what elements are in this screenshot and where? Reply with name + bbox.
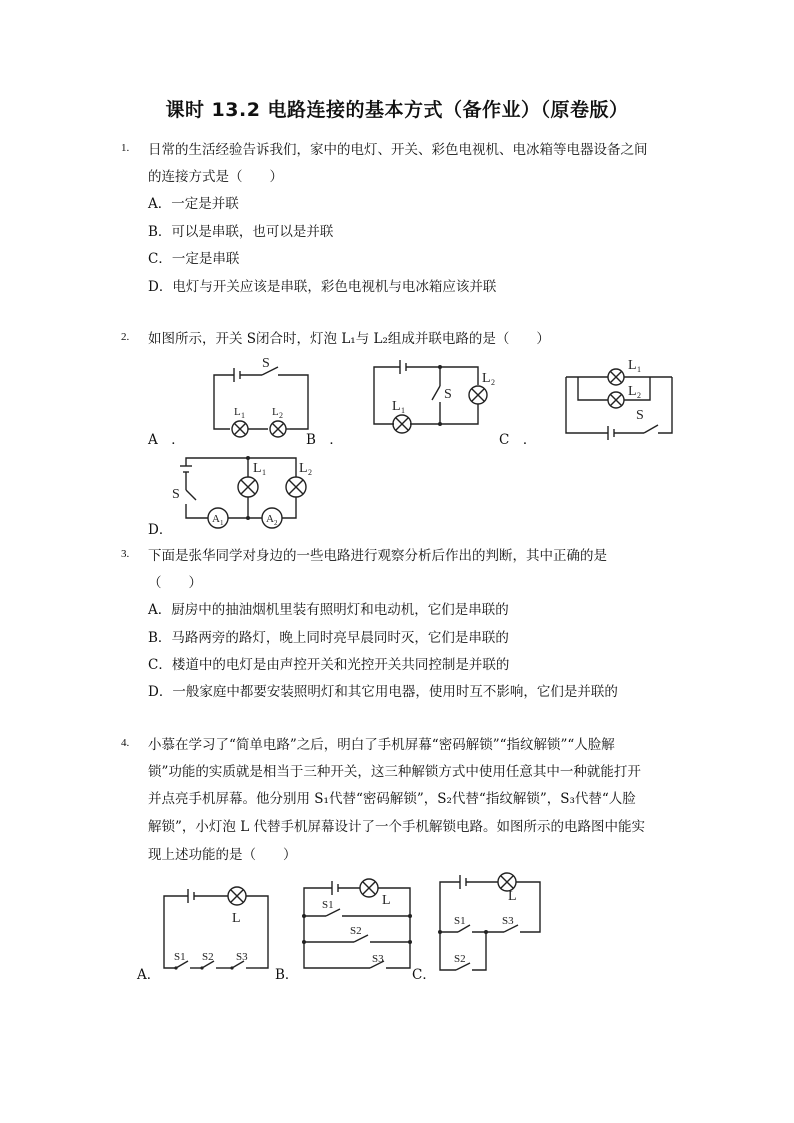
q4-stem-line-5: 现上述功能的是（ ） <box>148 847 297 863</box>
q2-circuit-d <box>166 452 326 532</box>
q4-caption-a: A． <box>137 967 161 983</box>
switch-label: S2 <box>454 953 466 965</box>
switch-label: S <box>172 487 180 502</box>
svg-text:1: 1 <box>241 411 245 420</box>
svg-text:2: 2 <box>308 468 312 477</box>
q4-circuit-c <box>436 872 551 972</box>
ammeter-label: A <box>212 513 220 525</box>
q1-number: 1. <box>121 142 130 154</box>
q3-option-a: A．厨房中的抽油烟机里装有照明灯和电动机，它们是串联的 <box>148 602 509 618</box>
q4-number: 4. <box>121 737 130 749</box>
q4-circuit-a <box>160 880 275 975</box>
q1-stem-line-2: 的连接方式是（ ） <box>148 169 283 185</box>
q1-option-c: C．一定是串联 <box>148 251 240 267</box>
svg-text:2: 2 <box>279 411 283 420</box>
svg-text:2: 2 <box>274 519 278 527</box>
switch-label: S3 <box>236 951 248 963</box>
q2-caption-b: B ． <box>306 432 343 448</box>
switch-label: S <box>444 387 452 402</box>
q4-stem-line-3: 并点亮手机屏幕。他分别用 S₁代替“密码解锁”，S₂代替“指纹解锁”，S₃代替“人脸 <box>148 791 636 807</box>
q4-circuit-b <box>298 878 418 973</box>
lamp-label: L <box>382 893 391 908</box>
page-title: 课时 13.2 电路连接的基本方式（备作业）（原卷版） <box>165 99 629 121</box>
lamp-label: L <box>392 399 401 414</box>
lamp-label: L <box>234 406 241 418</box>
svg-text:1: 1 <box>637 365 641 374</box>
switch-label: S3 <box>502 915 514 927</box>
switch-label: S1 <box>454 915 466 927</box>
q4-stem-line-2: 锁”功能的实质就是相当于三种开关，这三种解锁方式中使用任意其中一种就能打开 <box>148 764 641 780</box>
ammeter-label: A <box>266 513 274 525</box>
svg-text:1: 1 <box>220 519 224 527</box>
q3-option-b: B．马路两旁的路灯，晚上同时亮早晨同时灭，它们是串联的 <box>148 630 509 646</box>
q1-option-a: A．一定是并联 <box>148 196 239 212</box>
svg-text:1: 1 <box>401 406 405 415</box>
q3-option-d: D．一般家庭中都要安装照明灯和其它用电器，使用时互不影响，它们是并联的 <box>148 684 618 700</box>
lamp-label: L <box>299 461 308 476</box>
q2-circuit-a <box>200 355 320 440</box>
lamp-label: L <box>628 384 637 399</box>
q2-caption-c: C ． <box>499 432 537 448</box>
q1-option-d: D．电灯与开关应该是串联，彩色电视机与电冰箱应该并联 <box>148 279 497 295</box>
svg-text:2: 2 <box>491 378 495 387</box>
q3-stem-line-2: （ ） <box>148 575 202 591</box>
lamp-label: L <box>628 358 637 373</box>
switch-label: S <box>262 356 270 371</box>
svg-text:1: 1 <box>262 468 266 477</box>
lamp-label: L <box>272 406 279 418</box>
q3-option-c: C．楼道中的电灯是由声控开关和光控开关共同控制是并联的 <box>148 657 510 673</box>
lamp-label: L <box>253 461 262 476</box>
q4-stem-line-4: 解锁”，小灯泡 L 代替手机屏幕设计了一个手机解锁电路。如图所示的电路图中能实 <box>148 819 645 835</box>
switch-label: S1 <box>174 951 186 963</box>
q3-stem-line-1: 下面是张华同学对身边的一些电路进行观察分析后作出的判断，其中正确的是 <box>148 548 607 564</box>
switch-label: S <box>636 408 644 423</box>
q2-circuit-c <box>560 355 680 440</box>
q2-number: 2. <box>121 331 130 343</box>
q2-circuit-b <box>370 352 505 437</box>
lamp-label: L <box>482 371 491 386</box>
q3-number: 3. <box>121 548 130 560</box>
q4-caption-b: B． <box>275 967 299 983</box>
lamp-label: L <box>508 889 517 904</box>
q4-caption-c: C． <box>412 967 436 983</box>
q1-option-b: B．可以是串联，也可以是并联 <box>148 224 334 240</box>
q4-stem-line-1: 小慕在学习了“简单电路”之后，明白了手机屏幕“密码解锁”“指纹解锁”“人脸解 <box>148 737 615 753</box>
q1-stem-line-1: 日常的生活经验告诉我们，家中的电灯、开关、彩色电视机、电冰箱等电器设备之间 <box>148 142 648 158</box>
q2-caption-d: D． <box>148 522 173 538</box>
switch-label: S1 <box>322 899 334 911</box>
lamp-label: L <box>232 911 241 926</box>
q2-caption-a: A ． <box>148 432 185 448</box>
switch-label: S2 <box>202 951 214 963</box>
switch-label: S2 <box>350 925 362 937</box>
q2-stem: 如图所示，开关 S闭合时，灯泡 L₁与 L₂组成并联电路的是（ ） <box>148 331 550 347</box>
svg-text:2: 2 <box>637 391 641 400</box>
switch-label: S3 <box>372 953 384 965</box>
